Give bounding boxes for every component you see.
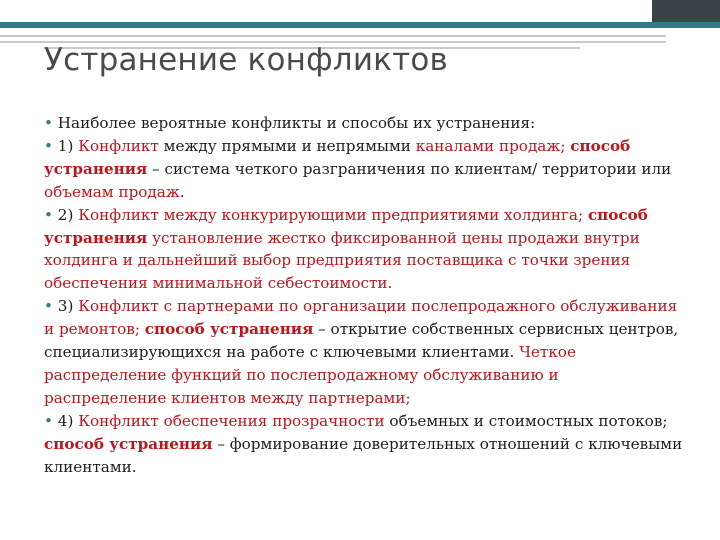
header-accent-dark <box>652 0 720 22</box>
bullet-item <box>44 410 684 479</box>
bullet-item <box>44 112 684 135</box>
text-segment: способ устранения <box>44 205 648 247</box>
text-segment: 2) <box>57 205 79 224</box>
text-segment: – система четкого разграничения по клиентам/ территории или <box>147 159 672 178</box>
bullet-icon: • <box>44 136 53 155</box>
bullet-item <box>44 204 684 296</box>
text-segment: – открытие собственных сервисных центров, специализирующихся на работе с ключевыми клиентами. <box>44 320 679 362</box>
text-segment: Конфликт <box>78 136 159 155</box>
text-segment: – формирование доверительных отношений с ключевыми клиентами. <box>44 434 683 476</box>
text-segment: способ устранения <box>44 136 631 178</box>
bullet-icon: • <box>44 411 53 430</box>
page-title: Устранение конфликтов <box>44 42 448 78</box>
text-segment: объемных и стоимостных потоков; <box>384 411 668 430</box>
text-segment: 4) <box>57 411 79 430</box>
text-segment: Конфликт с партнерами по организации послепродажного обслуживания и ремонтов; <box>44 297 678 339</box>
text-segment: Конфликт обеспечения прозрачности <box>78 411 385 430</box>
text-segment: каналами продаж; <box>415 136 566 155</box>
text-segment: установление жестко фиксированной цены продажи внутри холдинга и дальнейший выбор предприятия поставщика с точки зрения обеспечения минимальной себестоимости. <box>44 228 640 293</box>
bullet-list <box>44 112 684 479</box>
text-segment: . <box>179 182 185 201</box>
text-segment: способ устранения <box>44 434 213 453</box>
header-accent-teal <box>0 22 720 28</box>
text-segment: 3) <box>57 297 79 316</box>
text-segment: способ устранения <box>144 320 314 339</box>
text-segment: Четкое распределение функций по послепродажному обслуживанию и распределение клиентов между партнерами; <box>44 343 576 407</box>
bullet-icon: • <box>44 114 53 132</box>
text-segment: объемам продаж <box>44 182 180 201</box>
text-segment: 1) <box>57 136 79 155</box>
text-segment: между прямыми и непрямыми <box>158 136 416 155</box>
bullet-item <box>44 135 684 204</box>
bullet-item <box>44 295 684 410</box>
bullet-icon: • <box>44 297 53 316</box>
bullet-icon: • <box>44 205 53 224</box>
text-segment: Конфликт между конкурирующими предприятиями холдинга; <box>78 205 584 224</box>
text-segment: Наиболее вероятные конфликты и способы их устранения: <box>57 114 536 132</box>
decorative-line <box>0 35 666 37</box>
